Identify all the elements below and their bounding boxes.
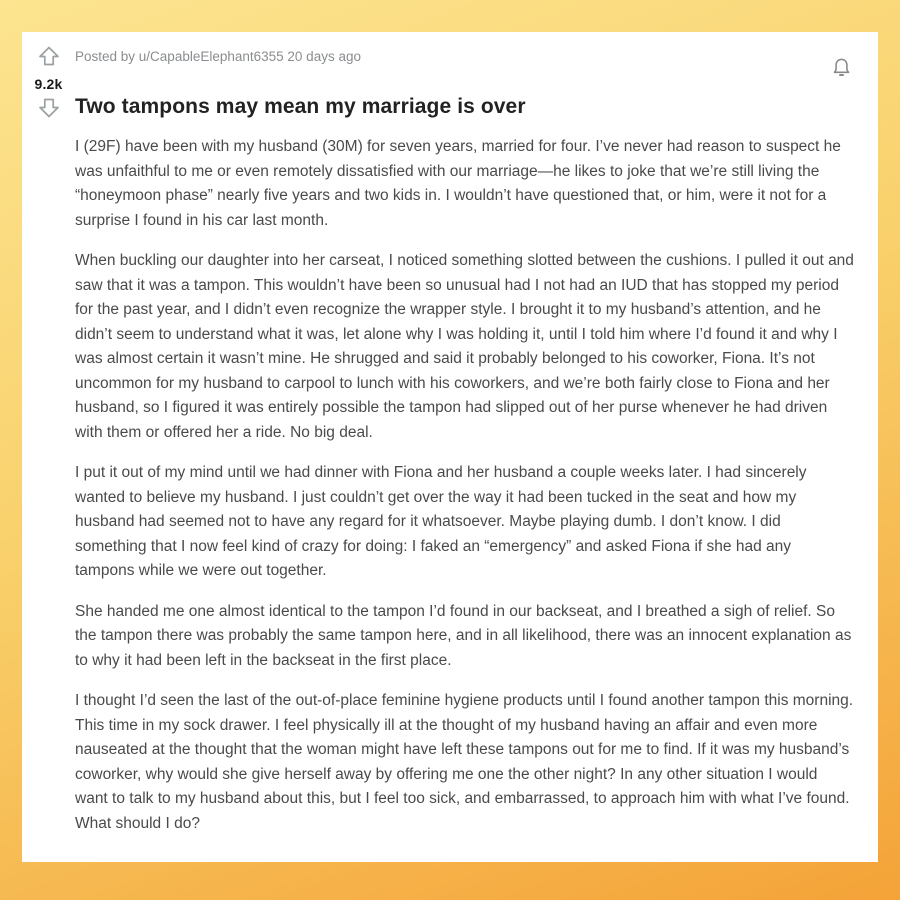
vote-column	[22, 46, 75, 122]
downvote-button[interactable]	[37, 98, 61, 122]
post-title[interactable]: Two tampons may mean my marriage is over	[75, 95, 526, 118]
reddit-post-card	[22, 32, 878, 862]
upvote-arrow-icon	[37, 44, 61, 73]
post-body	[75, 135, 856, 836]
post-paragraph: I (29F) have been with my husband (30M) for seven years, married for four. I’ve never had reason to suspect he was unfaithful to me or even remotely dissatisfied with our marriage—he likes to joke that we’re still living the “honeymoon phase” nearly five years and two kids in. I wouldn’t have questioned that, or him, were it not for a surprise I found in his car last month.	[75, 138, 841, 229]
upvote-button[interactable]	[37, 46, 61, 70]
post-header	[75, 47, 856, 80]
post-meta[interactable]: Posted by u/CapableElephant6355 20 days ago	[75, 49, 361, 64]
post-content	[75, 47, 856, 836]
post-paragraph: I thought I’d seen the last of the out-of-place feminine hygiene products until I found another tampon this morning. This time in my sock drawer. I feel physically ill at the thought of my husband having an affair and even more nauseated at the thought that the woman might have left these tampons out for me to find. If it was my husband’s coworker, why would she give herself away by offering me one the other night? In any other situation I would want to talk to my husband about this, but I feel too sick, and embarrassed, to approach him with what I’ve found. What should I do?	[75, 692, 854, 832]
post-paragraph: She handed me one almost identical to the tampon I’d found in our backseat, and I breathed a sigh of relief. So the tampon there was probably the same tampon here, and in all likelihood, there was an innocent explanation as to why it had been left in the backseat in the first place.	[75, 602, 852, 669]
bell-icon[interactable]	[829, 55, 854, 80]
post-paragraph: I put it out of my mind until we had dinner with Fiona and her husband a couple weeks later. I had sincerely wanted to believe my husband. I just couldn’t get over the way it had been tucked in the seat and how my husband had seemed not to have any regard for it whatsoever. Maybe playing dumb. I don’t know. I did something that I now feel kind of crazy for doing: I faked an “emergency” and asked Fiona if she had any tampons while we were out together.	[75, 464, 807, 579]
post-paragraph: When buckling our daughter into her carseat, I noticed something slotted between the cushions. I pulled it out and saw that it was a tampon. This wouldn’t have been so unusual had I not had an IUD that has stopped my period for the past year, and I didn’t even recognize the wrapper style. I brought it to my husband’s attention, and he didn’t seem to understand what it was, let alone why I was holding it, until I told him where I’d found it and why I was almost certain it wasn’t mine. He shrugged and said it probably belonged to his coworker, Fiona. It’s not uncommon for my husband to carpool to lunch with his coworkers, and we’re both fairly close to Fiona and her husband, so I figured it was entirely possible the tampon had slipped out of her purse whenever he had driven with them or offered her a ride. No big deal.	[75, 252, 854, 441]
downvote-arrow-icon	[37, 96, 61, 125]
vote-score: 9.2k	[34, 76, 63, 92]
